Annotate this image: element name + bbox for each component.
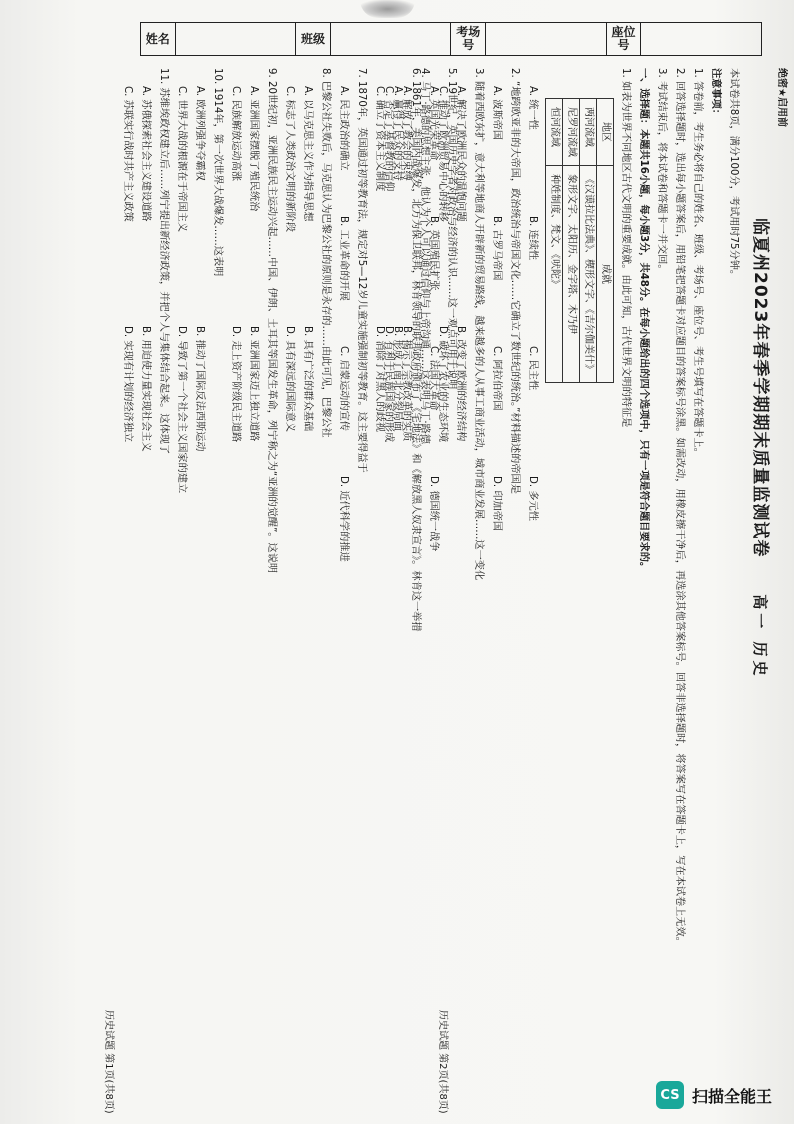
secret-label: 绝密★启用前: [776, 68, 787, 127]
q9-option-a: A. 亚洲国家摆脱了殖民统治: [248, 86, 259, 212]
note-2: 2. 回答选择题时，选出每小题答案后，用铅笔把答题卡对应题目的答案标号涂黑。如需改动，用橡皮擦干净后，再选涂其他答案标号。回答非选择题时，将答案写在答题卡上，写在本试卷上无效。: [674, 68, 685, 947]
q1-row-1-region: 两河流域: [580, 99, 597, 166]
q8-option-a: A. 以马克思主义作为指导思想: [302, 86, 313, 222]
q7-options: [334, 68, 352, 1078]
page-1-footer: 历史试题 第1页(共8页): [103, 1010, 114, 1114]
q2-option-a: A. 波斯帝国: [491, 86, 502, 141]
q7-option-d: D. 近代科学的推进: [338, 476, 349, 562]
q5-option-a: A. 英国光荣革命: [428, 86, 439, 161]
q2-option-b: B. 古罗马帝国: [491, 216, 502, 281]
q2-stem: 2. “地跨欧亚非的大帝国，政治统治与帝国文化……它确立了数世纪的统治。”材料描述的帝国是: [509, 68, 520, 494]
q3-option-a: A. 解决了欧洲民众的温饱问题: [455, 86, 466, 222]
exam-title-text: 临夏州2023年春季学期期末质量监测试卷: [750, 218, 770, 558]
q5-stem: 5. 19世纪，英国历史学者对政治与经济的认识……这一观点可用于说明: [446, 68, 457, 390]
room-label: 考场号: [451, 23, 486, 56]
q11-option-c: C. 苏联实行战时共产主义政策: [122, 86, 133, 222]
q10-option-a: A. 欧洲列强争夺霸权: [194, 86, 205, 181]
q2-option-d: D. 印加帝国: [491, 476, 502, 532]
q11-option-d: D. 实现有计划的经济独立: [122, 326, 133, 443]
q1-row-2-region: 尼罗河流域: [563, 99, 580, 166]
q4-option-b: B. 揭示了宗教改革的实质: [401, 326, 412, 442]
seat-blank: [641, 23, 762, 56]
q5-option-c: C. 法国大革命: [428, 346, 439, 411]
q3-option-d: D. 破坏了农业的生态环境: [437, 326, 448, 443]
q4-option-d: D. 有利于民族国家的形成: [383, 326, 394, 443]
q6-option-b: B. 形成了南北分裂局面: [392, 326, 403, 432]
q4-stem: 4. 马丁·路德的思想主张，他认为个人可以通过信仰与上帝沟通……这表明马丁·路德: [419, 68, 430, 444]
q8-options: [280, 68, 316, 1078]
q7-option-c: C. 启蒙运动的宣传: [338, 346, 349, 431]
q5-options: [424, 68, 442, 1078]
camscanner-name: 扫描全能王: [692, 1086, 773, 1106]
q6-option-c: C. 确立了资本主义制度: [374, 86, 385, 192]
q8-option-d: D. 具有深远的国际意义: [284, 326, 295, 433]
q11-option-b: B. 用迫使力量实现社会主义: [140, 326, 151, 452]
q1-table: [545, 98, 614, 383]
q1-option-b: B. 连续性: [527, 216, 538, 261]
q11-options: [118, 68, 154, 1078]
q1-table-head-region: 地区: [597, 99, 614, 166]
q1-row-1-achievement: 《汉谟拉比法典》、楔形文字、《吉尔伽美什》: [580, 166, 597, 383]
q8-option-c: C. 标志了人类政治文明的新阶段: [284, 86, 295, 233]
q11-stem: 11. 苏维埃政权建立后……列宁提出新经济政策，并把个人与集体结合起来。这体现了: [158, 68, 169, 455]
camscanner-logo-icon: CS: [656, 1081, 684, 1109]
q11-option-a: A. 苏俄探索社会主义建设道路: [140, 86, 151, 222]
q1-row-3-achievement: 种姓制度、梵文、《吠陀》: [546, 166, 563, 383]
q9-stem: 9. 20世纪初，亚洲民族民主运动兴起……中国、伊朗、土耳其等国发生革命，列宁称之为“亚洲的觉醒”。这说明: [266, 68, 277, 574]
q1-row-2-achievement: 象形文字、太阳历、金字塔、木乃伊: [563, 166, 580, 383]
q1-option-c: C. 民主性: [527, 346, 538, 391]
seat-label: 座位号: [606, 23, 641, 56]
note-1: 1. 答卷前，考生务必将自己的姓名、班级、考场号、座位号、考生号填写在答题卡上。: [692, 68, 703, 458]
q6-stem: 6. 1861年，美国内战爆发，北方为保卫联邦，林肯领导的联邦政府颁布了《宅地法》和《解放黑人奴隶宣言》。林肯这一举措: [410, 68, 421, 632]
q7-stem: 7. 1870年，英国通过初等教育法，规定对5—12岁儿童实施强制初等教育。这主要得益于: [356, 68, 367, 473]
q1-stem: 1. 如表为世界不同地区古代文明的重要成就。由此可知，古代世界文明的特征是: [620, 68, 631, 428]
q7-option-a: A. 民主政治的确立: [338, 86, 349, 171]
q10-option-c: C. 世界大战的根源在于帝国主义: [176, 86, 187, 233]
q3-stem: 3. 随着西欧东扩，意大利等地商人开辟新的贸易路线，越来越多的人从事工商业活动，城市商业发展……这一变化: [473, 68, 484, 581]
q1-table-head-achievement: 成就: [597, 166, 614, 383]
name-blank: [175, 23, 296, 56]
notes-title: 注意事项：: [710, 68, 721, 119]
q10-options: [172, 68, 208, 1078]
q10-stem: 10. 1914年，第一次世界大战爆发……这表明: [212, 68, 223, 277]
scan-smudge: [360, 0, 415, 18]
q3-option-c: C. 推动了欧洲贸易中心的转移: [437, 86, 448, 222]
q1-row-3-region: 恒河流域: [546, 99, 563, 166]
name-label: 姓名: [141, 23, 176, 56]
q3-option-b: B. 改变了欧洲的经济结构: [455, 326, 466, 442]
q4-option-a: A. 解放了教会的束缚: [401, 86, 412, 181]
q7-option-b: B. 工业革命的开展: [338, 216, 349, 301]
q9-option-d: D. 走上资产阶级民主道路: [230, 326, 241, 443]
q6-options: [370, 68, 406, 1078]
q2-option-c: C. 阿拉伯帝国: [491, 346, 502, 411]
q4-option-c: C. 否定了基督教的信仰: [383, 86, 394, 192]
class-blank: [330, 23, 451, 56]
page-2-footer: 历史试题 第2页(共8页): [437, 1010, 448, 1114]
q5-option-b: B. 英国殖民扩张: [428, 216, 439, 291]
q1-option-a: A. 统一性: [527, 86, 538, 130]
q9-options: [226, 68, 262, 1078]
q2-options: [487, 68, 505, 1078]
q1-option-d: D. 多元性: [527, 476, 538, 521]
q6-option-d: D. 消除了对黑人的歧视: [374, 326, 385, 433]
q9-option-b: B. 亚洲国家迈上独立道路: [248, 326, 259, 442]
section-1-heading: 一、选择题：本题共16小题，每小题3分，共48分。在每小题给出的四个选项中，只有一项是符合题目要求的。: [638, 68, 649, 573]
room-blank: [486, 23, 607, 56]
q6-option-a: A. 赢得了民众的支持: [392, 86, 403, 181]
student-info-table: [140, 22, 762, 56]
q8-stem: 8. 巴黎公社失败后，马克思认为巴黎公社的原则是永存的……由此可见，巴黎公社: [320, 68, 331, 438]
class-label: 班级: [296, 23, 331, 56]
exam-subject: 高一 历史: [751, 594, 769, 680]
q5-option-d: D. 德国统一战争: [428, 476, 439, 552]
page-2-column: [110, 68, 460, 1078]
q1-options: [523, 68, 541, 1078]
note-3: 3. 考试结束后，将本试卷和答题卡一并交回。: [656, 68, 667, 275]
intro-text: 本试卷共8页，满分100分，考试用时75分钟。: [728, 68, 739, 281]
q8-option-b: B. 具有广泛的群众基础: [302, 326, 313, 432]
q10-option-b: B. 推动了国际反法西斯运动: [194, 326, 205, 452]
exam-title: [748, 218, 772, 1078]
scanner-watermark: [656, 1080, 772, 1110]
q10-option-d: D. 导致了第一个社会主义国家的建立: [176, 326, 187, 494]
q9-option-c: C. 民族解放运动高涨: [230, 86, 241, 182]
